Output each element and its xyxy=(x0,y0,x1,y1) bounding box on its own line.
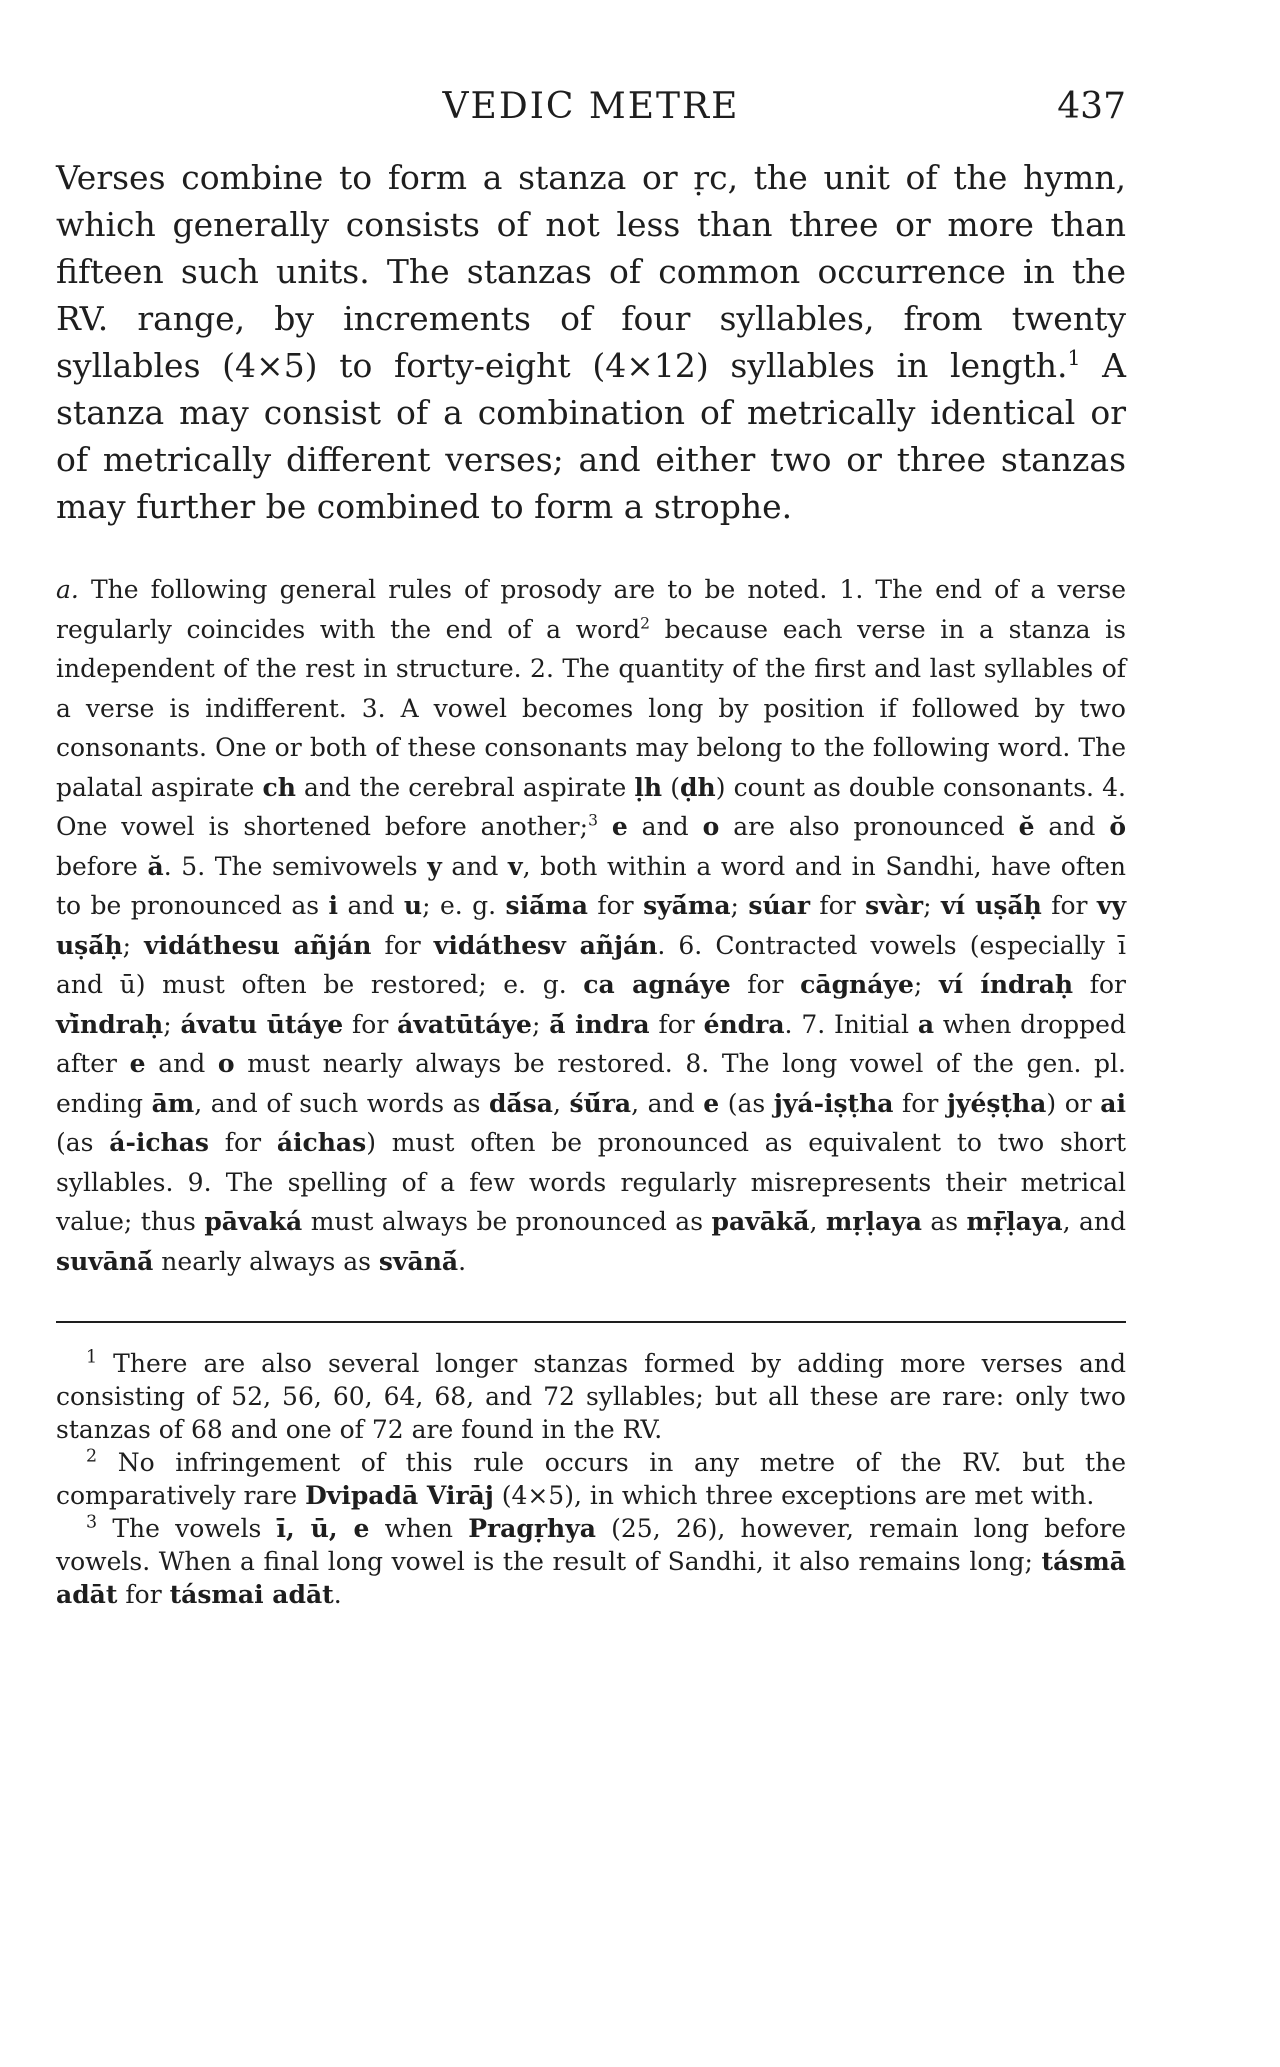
term: a xyxy=(917,1009,935,1039)
rules-text: must always be pronounced as xyxy=(302,1207,712,1236)
rules-text: for xyxy=(587,891,644,920)
prosody-rules-paragraph xyxy=(56,570,1126,1281)
term: ch xyxy=(262,772,296,802)
term: ŏ xyxy=(1109,812,1126,841)
rules-text: The following general rules of prosody are to be noted. 1. The end of a verse regularly coincides with the end of a word xyxy=(56,575,1126,644)
term: ví uṣā́ḥ xyxy=(940,891,1042,920)
term: y xyxy=(427,851,442,881)
rules-text: ; xyxy=(730,891,749,920)
footnote-marker: 3 xyxy=(86,1512,98,1533)
footnote-marker: 2 xyxy=(86,1446,98,1467)
footnote-2 xyxy=(56,1446,1126,1512)
footnote-text: The vowels xyxy=(97,1514,277,1543)
footnote-text: (25, 26), however, remain long before vowels. When a final long vowel is the result of Sandhi, it also remains long; xyxy=(56,1514,1127,1576)
rules-text: , and xyxy=(631,1088,704,1118)
rules-text: (as xyxy=(56,1128,110,1157)
rules-text: and xyxy=(627,812,703,841)
term: dā́sa xyxy=(489,1088,553,1118)
term: siā́ma xyxy=(505,891,588,920)
rules-text: and xyxy=(441,851,509,881)
rules-text: . 6. Contracted vowels (especially ī and ū) must often be restored; e. g. xyxy=(56,930,1126,999)
rules-text: , and xyxy=(1062,1207,1126,1236)
term: vī̀ndraḥ xyxy=(56,1009,164,1039)
rules-text: and xyxy=(1034,812,1110,841)
term: jyá-iṣṭha xyxy=(773,1088,894,1118)
main-text: Verses combine to form a stanza or ṛc, the unit of the hymn, which generally consists of not less than three or more than fifteen such units. The stanzas of common occurrence in the RV. range, by increments of four syllables, from twenty syllables (4×5) to forty-eight (4×12) syllables in length. xyxy=(56,158,1126,385)
rules-text: (as xyxy=(719,1088,774,1118)
rules-text: and xyxy=(338,891,404,920)
rules-text: , and of such words as xyxy=(194,1088,489,1118)
page-title: VEDIC METRE xyxy=(442,86,740,127)
rules-text: for xyxy=(810,891,866,920)
term: pāvaká xyxy=(204,1207,303,1236)
page-number: 437 xyxy=(1057,86,1126,127)
term: ḷh xyxy=(634,772,663,802)
rules-text: for xyxy=(730,970,801,999)
rules-text: and xyxy=(145,1049,218,1078)
footnote-ref-1: 1 xyxy=(1067,346,1081,370)
term: o xyxy=(702,812,720,841)
rules-text: ) count as double consonants. 4. One vowel is shortened before another; xyxy=(56,772,1126,841)
term: ví índraḥ xyxy=(938,970,1074,999)
rules-text: ( xyxy=(662,772,681,802)
rules-text: for xyxy=(209,1128,277,1157)
term: i xyxy=(328,891,339,920)
footnotes xyxy=(56,1347,1126,1611)
term: tásmā adāt xyxy=(56,1547,1126,1609)
term: cāgnáye xyxy=(800,970,914,999)
term: tásmai adāt xyxy=(169,1580,334,1609)
term: suvānā́ xyxy=(56,1246,154,1276)
term: u xyxy=(403,891,423,920)
rules-text: ; xyxy=(122,930,145,960)
rules-text: must nearly always be restored. 8. The long vowel of the gen. pl. ending xyxy=(56,1049,1127,1118)
term: ávatu ūtáye xyxy=(180,1009,344,1039)
footnote-text: . xyxy=(333,1580,342,1609)
term: v xyxy=(508,851,523,881)
rules-text: for xyxy=(371,930,434,960)
rules-text: when dropped after xyxy=(56,1009,1126,1078)
footnote-ref-3: 3 xyxy=(588,811,598,830)
rules-text: ; xyxy=(913,970,939,999)
term: éndra xyxy=(703,1009,785,1039)
term: vidáthesv añján xyxy=(433,930,658,960)
term: ai xyxy=(1100,1088,1126,1118)
rules-text: ; xyxy=(163,1009,181,1039)
term: mṛḷaya xyxy=(825,1207,922,1236)
main-paragraph xyxy=(56,154,1126,530)
term: ḍh xyxy=(680,772,716,802)
footnote-text: No infringement of this rule occurs in any metre of the RV. but the comparatively rare xyxy=(56,1448,1126,1510)
rules-text: because each verse in a stanza is independent of the rest in structure. 2. The quantity of the first and last syllables of a verse is indifferent. 3. A vowel becomes long by position if followed by two consonants. One or both of these consonants may belong to the following word. The palatal aspirate xyxy=(56,614,1126,802)
rules-text: for xyxy=(649,1009,704,1039)
term: ă xyxy=(147,851,164,881)
term: ĕ xyxy=(1018,812,1035,841)
rules-text: before xyxy=(56,851,148,881)
section-label: a. xyxy=(56,575,79,604)
rules-text: , xyxy=(552,1088,570,1118)
term: ávatūtáye xyxy=(397,1009,532,1039)
term: o xyxy=(217,1049,235,1078)
rules-text: nearly always as xyxy=(153,1246,379,1276)
footnote-text: (4×5), in which three exceptions are met with. xyxy=(493,1481,1095,1510)
term: śū́ra xyxy=(569,1088,632,1118)
term: Pragṛhya xyxy=(468,1514,596,1543)
term: ca agnáye xyxy=(583,970,731,999)
rules-text: . 7. Initial xyxy=(784,1009,918,1039)
term: á-ichas xyxy=(109,1128,210,1157)
footnote-text: There are also several longer stanzas formed by adding more verses and consisting of 52, 56, 60, 64, 68, and 72 syllables; but all these are rare: only two stanzas of 68 and one of 72 are found in the RV. xyxy=(56,1349,1126,1444)
rules-text: are also pronounced xyxy=(719,812,1019,841)
term: Dvipadā Virāj xyxy=(305,1481,494,1510)
rules-text: for xyxy=(343,1009,398,1039)
running-head xyxy=(56,86,1126,142)
rules-text: ; e. g. xyxy=(422,891,506,920)
footnote-text: for xyxy=(117,1580,170,1609)
term: jyéṣṭha xyxy=(946,1088,1047,1118)
rules-text xyxy=(598,812,612,841)
term: áichas xyxy=(276,1128,367,1157)
rules-text: . xyxy=(458,1246,467,1276)
footnote-divider xyxy=(56,1321,1126,1323)
term: mṝḷaya xyxy=(966,1207,1063,1236)
page xyxy=(56,86,1126,1611)
rules-text: ; xyxy=(531,1009,550,1039)
footnote-text: when xyxy=(369,1514,469,1543)
term: pavākā́ xyxy=(711,1207,810,1236)
rules-text: . 5. The semivowels xyxy=(163,851,428,881)
footnote-3 xyxy=(56,1512,1126,1611)
footnote-1 xyxy=(56,1347,1126,1446)
footnote-marker: 1 xyxy=(86,1347,98,1368)
rules-text: , both within a word and in Sandhi, have often to be pronounced as xyxy=(56,851,1126,920)
term: vidáthesu añján xyxy=(144,930,372,960)
rules-text: ) must often be pronounced as equivalent to two short syllables. 9. The spelling of a few words regularly misrepresents their metrical value; thus xyxy=(56,1128,1126,1236)
main-text: A stanza may consist of a combination of metrically identical or of metrically different verses; and either two or three stanzas may further be combined to form a strophe. xyxy=(56,346,1126,526)
term: e xyxy=(611,812,628,841)
rules-text: for xyxy=(1073,970,1126,999)
term: ī, ū, e xyxy=(276,1514,370,1543)
term: súar xyxy=(748,891,810,920)
rules-text: , xyxy=(809,1207,826,1236)
rules-text: for xyxy=(1041,891,1097,920)
rules-text: and the cerebral aspirate xyxy=(295,772,635,802)
rules-text: for xyxy=(893,1088,947,1118)
term: ām xyxy=(151,1088,195,1118)
term: e xyxy=(703,1088,720,1118)
term: svānā́ xyxy=(378,1246,459,1276)
term: syā́ma xyxy=(643,891,731,920)
term: svàr xyxy=(865,891,924,920)
term: ā́ indra xyxy=(549,1009,650,1039)
term: e xyxy=(129,1049,146,1078)
rules-text: ; xyxy=(923,891,941,920)
rules-text: ) or xyxy=(1046,1088,1101,1118)
rules-text: as xyxy=(921,1207,967,1236)
footnote-ref-2: 2 xyxy=(640,614,650,633)
term: vy uṣā́ḥ xyxy=(56,891,1126,960)
